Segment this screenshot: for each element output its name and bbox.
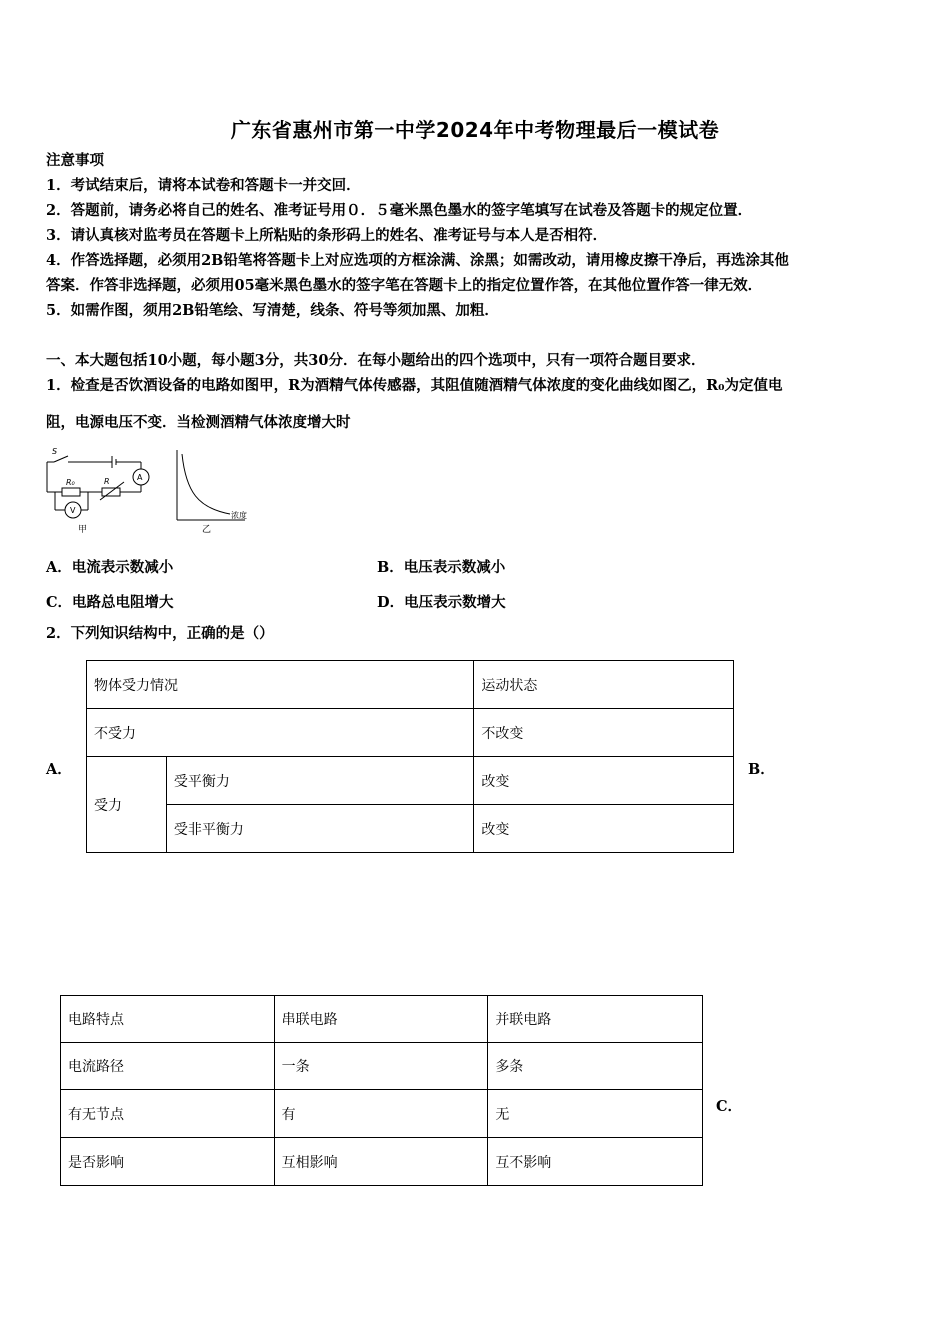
table-b-cell: 并联电路	[488, 996, 703, 1043]
q2-table-a	[86, 660, 734, 853]
ammeter-label: A	[137, 473, 143, 482]
table-a-header-motion: 运动状态	[474, 661, 734, 709]
resistance-curve-graph	[177, 450, 245, 520]
notice-item-2: 2．答题前，请务必将自己的姓名、准考证号用０．５毫米黑色墨水的签字笔填写在试卷及答题卡的规定位置．	[46, 202, 753, 219]
q1-stem-line2: 阻，电源电压不变．当检测酒精气体浓度增大时	[46, 414, 351, 431]
table-a-no-change: 不改变	[474, 709, 734, 757]
notice-heading: 注意事项	[46, 152, 104, 169]
table-b-cell: 互相影响	[274, 1138, 488, 1186]
table-b-cell: 电路特点	[61, 996, 275, 1043]
table-b-cell: 串联电路	[274, 996, 488, 1043]
q2-option-a-label[interactable]: A．	[46, 761, 72, 778]
table-b-cell: 无	[488, 1090, 703, 1138]
circuit-diagram	[47, 456, 149, 518]
q1-option-c[interactable]: C．电路总电阻增大	[46, 594, 174, 611]
q1-figure	[40, 444, 260, 536]
figure-jia-label: 甲	[78, 525, 88, 535]
q2-option-c-label[interactable]: C．	[716, 1098, 743, 1115]
table-a-no-force: 不受力	[87, 709, 474, 757]
q1-option-a[interactable]: A．电流表示数减小	[46, 559, 174, 576]
notice-item-5: 5．如需作图，须用2B铅笔绘、写清楚，线条、符号等须加黑、加粗．	[46, 302, 499, 319]
notice-item-4-cont: 答案．作答非选择题，必须用05毫米黑色墨水的签字笔在答题卡上的指定位置作答，在其他位置作答一律无效．	[46, 277, 763, 294]
table-a-force: 受力	[87, 757, 167, 853]
notice-item-4: 4．作答选择题，必须用2B铅笔将答题卡上对应选项的方框涂满、涂黑；如需改动，请用橡皮擦干净后，再选涂其他	[46, 252, 789, 269]
concentration-axis-label: 浓度	[231, 511, 247, 520]
notice-item-3: 3．请认真核对监考员在答题卡上所粘贴的条形码上的姓名、准考证号与本人是否相符．	[46, 227, 608, 244]
table-a-header-force: 物体受力情况	[87, 661, 474, 709]
table-a-unbalanced: 受非平衡力	[166, 805, 474, 853]
table-a-balanced: 受平衡力	[166, 757, 474, 805]
r0-resistor-icon	[62, 488, 80, 496]
table-b-cell: 互不影响	[488, 1138, 703, 1186]
section-1-heading: 一、本大题包括10小题，每小题3分，共30分．在每小题给出的四个选项中，只有一项符合题目要求．	[46, 352, 706, 369]
table-b-cell: 一条	[274, 1043, 488, 1090]
notice-item-1: 1．考试结束后，请将本试卷和答题卡一并交回．	[46, 177, 361, 194]
figure-yi-label: 乙	[202, 525, 212, 535]
table-a-unbalanced-result: 改变	[474, 805, 734, 853]
voltmeter-label: V	[70, 506, 76, 515]
resistance-curve	[182, 454, 230, 514]
switch-label: S	[52, 447, 58, 456]
q1-option-d[interactable]: D．电压表示数增大	[377, 594, 506, 611]
table-b-cell: 有无节点	[61, 1090, 275, 1138]
table-b-cell: 是否影响	[61, 1138, 275, 1186]
r-label: R	[104, 477, 110, 486]
q2-stem: 2．下列知识结构中，正确的是（）	[46, 625, 274, 642]
q1-option-b[interactable]: B．电压表示数减小	[377, 559, 506, 576]
q2-option-b-label[interactable]: B．	[748, 761, 775, 778]
table-b-cell: 有	[274, 1090, 488, 1138]
page-title: 广东省惠州市第一中学2024年中考物理最后一模试卷	[230, 118, 720, 142]
q1-stem-line1: 1．检查是否饮酒设备的电路如图甲，R为酒精气体传感器，其阻值随酒精气体浓度的变化曲线如图乙，R₀为定值电	[46, 377, 783, 394]
r0-label: R₀	[66, 478, 75, 487]
switch-icon	[54, 456, 68, 462]
table-b-cell: 多条	[488, 1043, 703, 1090]
q2-table-b	[60, 995, 703, 1186]
table-a-balanced-result: 改变	[474, 757, 734, 805]
table-b-cell: 电流路径	[61, 1043, 275, 1090]
